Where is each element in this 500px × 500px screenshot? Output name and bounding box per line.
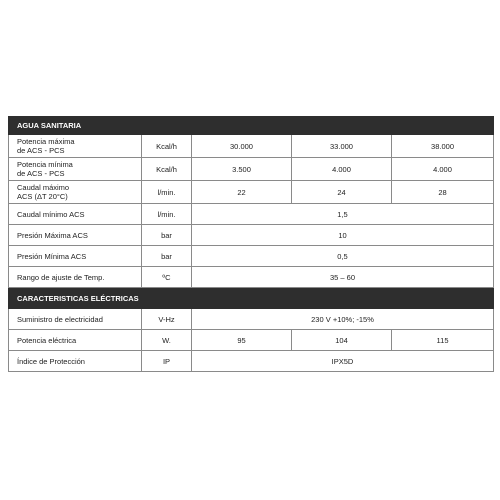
- row-label: [9, 135, 142, 158]
- row-unit: bar: [142, 246, 192, 267]
- row-label: Presión Máxima ACS: [9, 225, 142, 246]
- row-label-line: ACS (ΔT 20°C): [17, 192, 68, 201]
- row-label-line: de ACS - PCS: [17, 146, 65, 155]
- row-label: [9, 181, 142, 204]
- row-unit: Kcal/h: [142, 158, 192, 181]
- table-row: [9, 267, 494, 288]
- row-value: 24: [292, 181, 392, 204]
- row-unit: bar: [142, 225, 192, 246]
- row-unit: l/min.: [142, 181, 192, 204]
- row-value: 1,5: [192, 204, 494, 225]
- row-value: 38.000: [392, 135, 494, 158]
- row-label-line: Potencia máxima: [17, 137, 75, 146]
- row-value: 0,5: [192, 246, 494, 267]
- spec-table: [8, 116, 494, 372]
- row-value: 30.000: [192, 135, 292, 158]
- row-value: 33.000: [292, 135, 392, 158]
- table-row: [9, 135, 494, 158]
- section-header-caracteristicas-electricas: [9, 288, 494, 309]
- table-row: [9, 246, 494, 267]
- row-label: Potencia eléctrica: [9, 330, 142, 351]
- row-label: Índice de Protección: [9, 351, 142, 372]
- row-value: 104: [292, 330, 392, 351]
- row-unit: W.: [142, 330, 192, 351]
- row-label-line: Potencia mínima: [17, 160, 73, 169]
- row-label: Rango de ajuste de Temp.: [9, 267, 142, 288]
- table-row: [9, 351, 494, 372]
- table-row: [9, 204, 494, 225]
- row-value: 95: [192, 330, 292, 351]
- table-row: [9, 181, 494, 204]
- row-label: Suministro de electricidad: [9, 309, 142, 330]
- row-unit: IP: [142, 351, 192, 372]
- row-unit: Kcal/h: [142, 135, 192, 158]
- section-header-agua-sanitaria: [9, 117, 494, 135]
- row-unit: V-Hz: [142, 309, 192, 330]
- row-label-line: Caudal máximo: [17, 183, 70, 192]
- row-label: [9, 158, 142, 181]
- row-label: Presión Mínima ACS: [9, 246, 142, 267]
- row-value: 22: [192, 181, 292, 204]
- row-value: 115: [392, 330, 494, 351]
- row-value: 3.500: [192, 158, 292, 181]
- row-value: IPX5D: [192, 351, 494, 372]
- row-value: 230 V +10%; -15%: [192, 309, 494, 330]
- row-value: 10: [192, 225, 494, 246]
- row-value: 4.000: [292, 158, 392, 181]
- table-row: [9, 309, 494, 330]
- row-unit: l/min.: [142, 204, 192, 225]
- section-title: CARACTERISTICAS ELÉCTRICAS: [9, 288, 494, 309]
- row-value: 28: [392, 181, 494, 204]
- table-row: [9, 225, 494, 246]
- row-unit: ºC: [142, 267, 192, 288]
- row-value: 35 – 60: [192, 267, 494, 288]
- row-value: 4.000: [392, 158, 494, 181]
- section-title: AGUA SANITARIA: [9, 117, 494, 135]
- row-label: Caudal mínimo ACS: [9, 204, 142, 225]
- row-label-line: de ACS - PCS: [17, 169, 65, 178]
- table-row: [9, 158, 494, 181]
- table-row: [9, 330, 494, 351]
